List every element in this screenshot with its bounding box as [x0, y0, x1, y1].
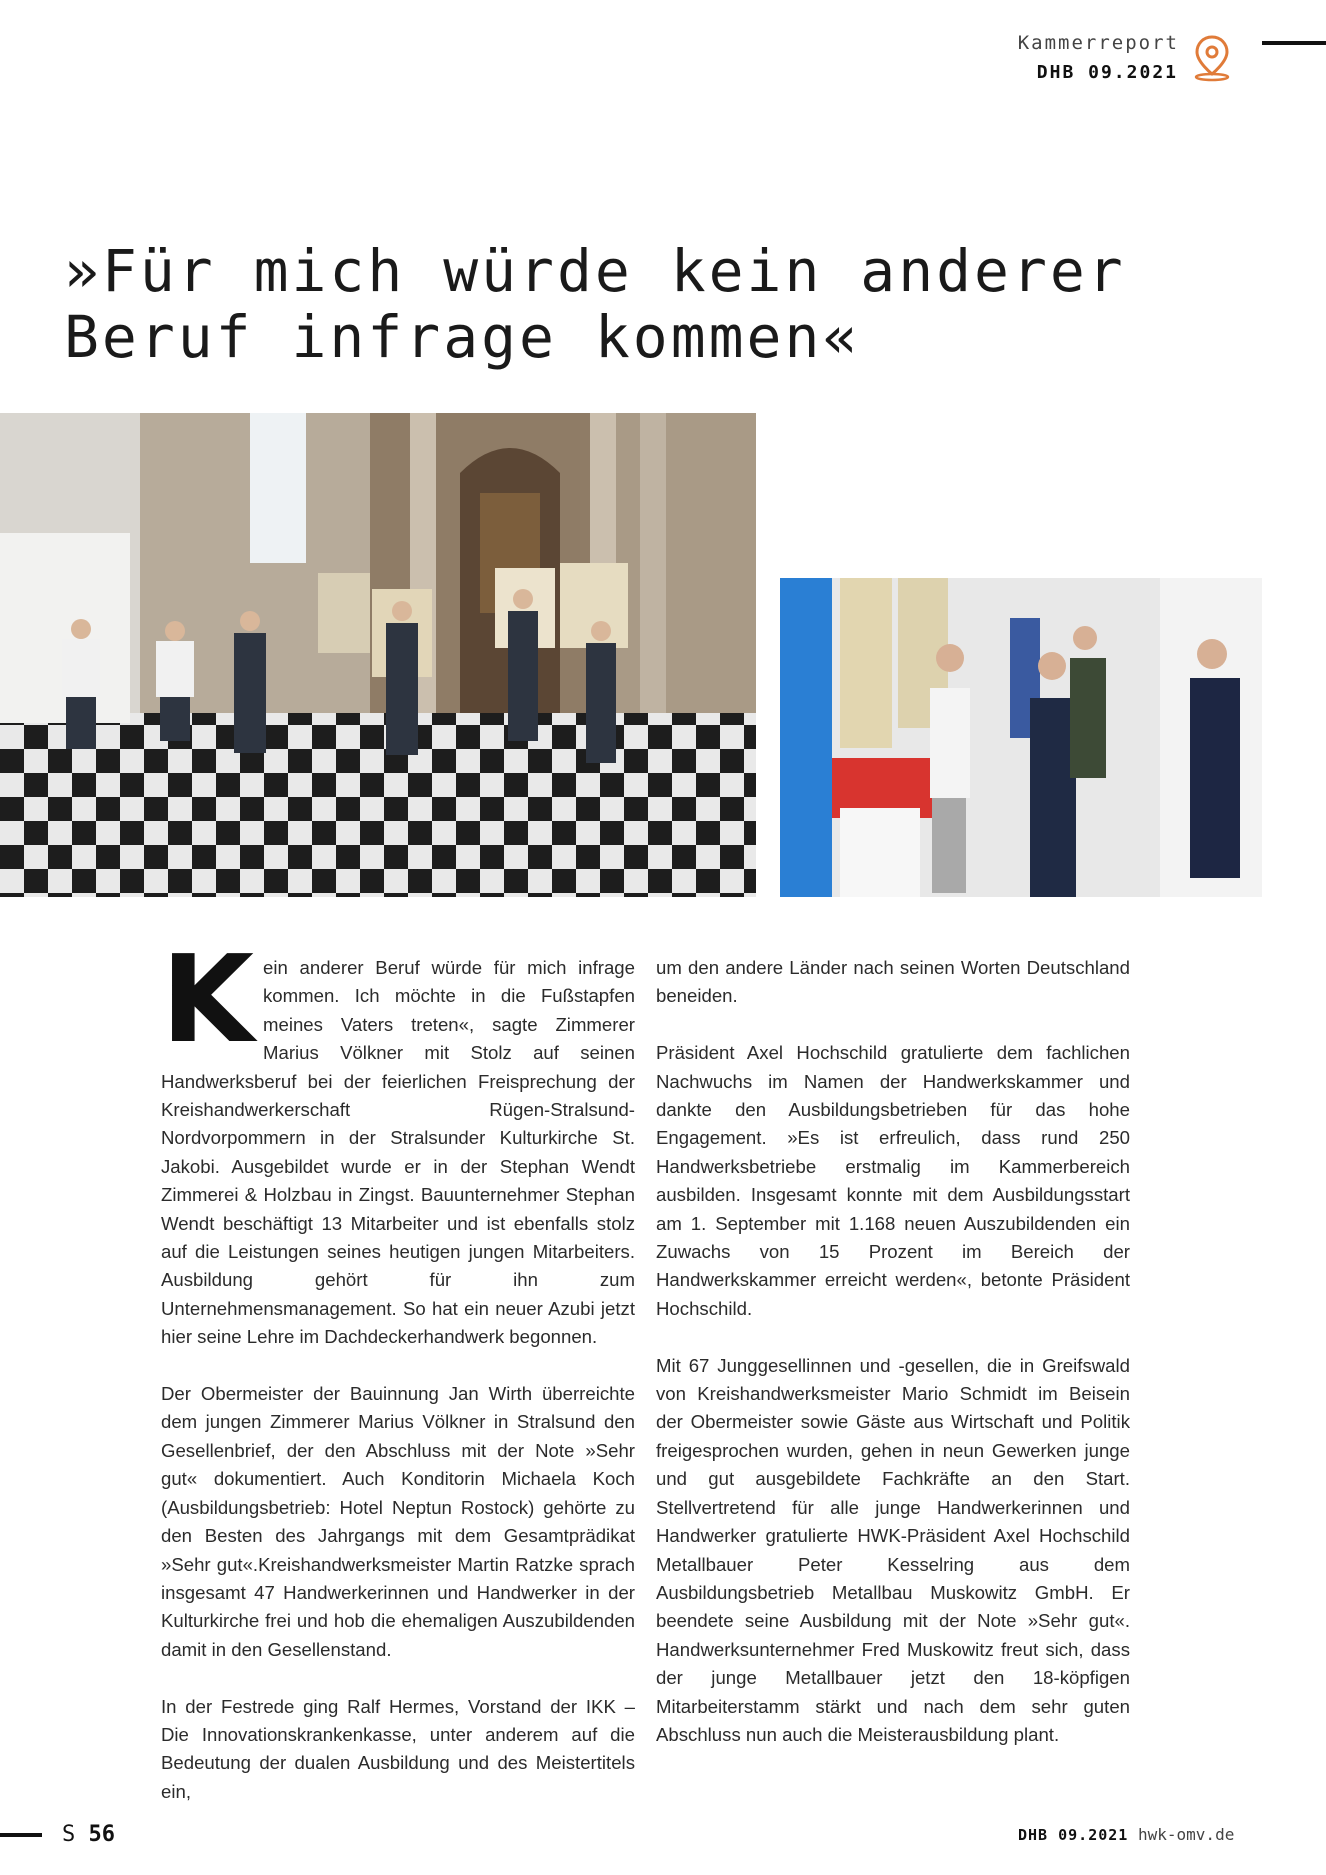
article-paragraph: Mit 67 Junggesellinnen und -gesellen, die in Greifswald von Kreishandwerksmeister Mario Schmidt im Beisein der Obermeister sowie Gäste aus Wirtschaft und Politik freigesprochen wurden, gehen in neun Gewerken junge und gut ausgebildete Fachkräfte an den Start. Stellvertretend für alle junge Handwerkerinnen und Handwerker gratulierte HWK-Präsident Axel Hochschild Metallbauer Peter Kesselring aus dem Ausbildungsbetrieb Metallbau Muskowitz GmbH. Er beendete seine Ausbildung mit der Note »Sehr gut«. Handwerksunternehmer Fred Muskowitz freut sich, dass der junge Metallbauer jetzt den 18-köpfigen Mitarbeiterstamm stärkt und nach dem sehr guten Abschluss nun auch die Meisterausbildung plant. — [656, 1354, 1130, 1745]
article-paragraph: In der Festrede ging Ralf Hermes, Vorstand der IKK – Die Innovationskrankenkasse, unter anderem auf die Bedeutung der dualen Ausbildung und des Meistertitels ein, — [161, 1695, 635, 1802]
article-paragraph: um den andere Länder nach seinen Worten Deutschland beneiden. — [656, 957, 1130, 1007]
article-paragraph: Der Obermeister der Bauinnung Jan Wirth überreichte dem jungen Zimmerer Marius Völkner in Stralsund den Gesellenbrief, der den Abschluss mit der Note »Sehr gut« dokumentiert. Auch Konditorin Michaela Koch (Ausbildungsbetrieb: Hotel Neptun Rostock) gehörte zu den Besten des Jahrgangs mit dem Gesamtprädikat »Sehr gut«.Kreishandwerksmeister Martin Ratzke sprach insgesamt 47 Handwerkerinnen und Handwerker in der Kulturkirche frei und hob die ehemaligen Auszubildenden damit in den Gesellenstand. — [161, 1383, 635, 1660]
issue-label: DHB 09.2021 — [1036, 62, 1178, 83]
footer-rule — [0, 1833, 42, 1837]
photo-handshake — [780, 578, 1262, 897]
photo-church-ceremony — [0, 413, 756, 897]
section-label: Kammerreport — [1017, 32, 1179, 54]
article-paragraph: Präsident Axel Hochschild gratulierte dem fachlichen Nachwuchs im Namen der Handwerkskammer und dankte den Ausbildungsbetrieben für das hohe Engagement. »Es ist erfreulich, dass rund 250 Handwerksbetriebe erstmalig im Kammerbereich ausbilden. Insgesamt konnte mit dem Ausbildungsstart am 1. September mit 1.168 neuen Auszubildenden ein Zuwachs von 15 Prozent im Bereich der Handwerkskammer erreicht werden«, betonte Präsident Hochschild. — [656, 1042, 1130, 1319]
page-prefix: S — [62, 1822, 76, 1847]
article-paragraph — [161, 931, 635, 1352]
location-pin-icon — [1192, 34, 1232, 82]
header-rule — [1262, 41, 1326, 45]
article-intro-text: ein anderer Beruf würde für mich infrage kommen. Ich möchte in die Fußstapfen meines Vaters treten«, sagte Zimmerer Marius Völkner mit Stolz auf seinen Handwerksberuf bei der feierlichen Freisprechung der Kreishandwerkerschaft Rügen-Stralsund-Nordvorpommern in der Stralsunder Kulturkirche St. Jakobi. Ausgebildet wurde er in der Stephan Wendt Zimmerei & Holzbau in Zingst. Bauunternehmer Stephan Wendt beschäftigt 13 Mitarbeiter und ist ebenfalls stolz auf die Leistungen seines heutigen jungen Mitarbeiters. Ausbildung gehört für ihn zum Unternehmensmanagement. So hat ein neuer Azubi jetzt hier seine Lehre im Dachdeckerhandwerk begonnen. — [161, 957, 635, 1348]
page-number-value: 56 — [88, 1822, 115, 1847]
footer-url[interactable]: hwk-omv.de — [1138, 1825, 1235, 1844]
article-column-right — [656, 954, 1130, 1778]
footer-issue: DHB 09.2021 — [1018, 1826, 1129, 1844]
headline-line-1: »Für mich würde kein anderer — [64, 237, 1126, 305]
article-column-left — [161, 931, 635, 1835]
drop-cap: K — [161, 931, 254, 1070]
headline — [64, 238, 1264, 370]
page-number — [62, 1822, 115, 1847]
headline-line-2: Beruf infrage kommen« — [64, 303, 861, 371]
